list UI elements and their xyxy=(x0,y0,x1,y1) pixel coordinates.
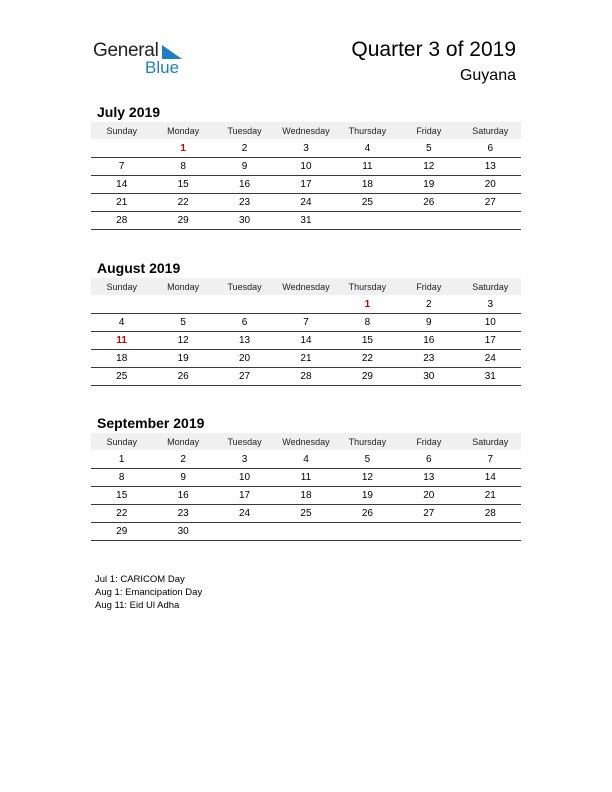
day-cell: 27 xyxy=(460,194,521,212)
holiday-note: Jul 1: CARICOM Day xyxy=(95,574,185,585)
day-cell: 15 xyxy=(152,176,213,194)
day-cell: 11 xyxy=(275,469,336,487)
weekday-header: Friday xyxy=(398,122,459,139)
day-cell: 23 xyxy=(398,350,459,368)
week-row xyxy=(91,332,521,350)
day-cell: 6 xyxy=(398,450,459,469)
month-title: August 2019 xyxy=(97,260,181,276)
day-cell: 10 xyxy=(460,314,521,332)
day-cell: 24 xyxy=(460,350,521,368)
weekday-header: Tuesday xyxy=(214,433,275,450)
weekday-header-row xyxy=(91,433,521,450)
day-cell: 20 xyxy=(214,350,275,368)
day-cell: 17 xyxy=(460,332,521,350)
day-cell: 22 xyxy=(152,194,213,212)
day-cell: 26 xyxy=(337,505,398,523)
empty-day-cell xyxy=(91,139,152,158)
weekday-header-row xyxy=(91,122,521,139)
day-cell: 3 xyxy=(275,139,336,158)
day-cell: 30 xyxy=(398,368,459,386)
day-cell: 19 xyxy=(337,487,398,505)
day-cell: 5 xyxy=(337,450,398,469)
empty-day-cell xyxy=(214,523,275,541)
day-cell: 19 xyxy=(398,176,459,194)
weekday-header: Wednesday xyxy=(275,122,336,139)
weekday-header: Friday xyxy=(398,278,459,295)
day-cell: 21 xyxy=(275,350,336,368)
calendar-table xyxy=(91,122,521,230)
day-cell: 26 xyxy=(152,368,213,386)
weekday-header: Saturday xyxy=(460,278,521,295)
day-cell: 22 xyxy=(337,350,398,368)
weekday-header: Thursday xyxy=(337,278,398,295)
day-cell: 20 xyxy=(460,176,521,194)
day-cell: 4 xyxy=(275,450,336,469)
calendar-body xyxy=(91,295,521,386)
day-cell: 24 xyxy=(214,505,275,523)
day-cell: 30 xyxy=(152,523,213,541)
day-cell: 8 xyxy=(152,158,213,176)
weekday-header: Tuesday xyxy=(214,122,275,139)
week-row xyxy=(91,139,521,158)
day-cell: 9 xyxy=(398,314,459,332)
day-cell: 12 xyxy=(398,158,459,176)
weekday-header: Wednesday xyxy=(275,433,336,450)
week-row xyxy=(91,523,521,541)
weekday-header-row xyxy=(91,278,521,295)
month-september xyxy=(91,413,521,541)
month-august xyxy=(91,258,521,386)
week-row xyxy=(91,505,521,523)
day-cell: 3 xyxy=(214,450,275,469)
weekday-header: Thursday xyxy=(337,122,398,139)
day-cell: 18 xyxy=(91,350,152,368)
day-cell: 3 xyxy=(460,295,521,314)
week-row xyxy=(91,212,521,230)
logo xyxy=(93,40,193,80)
calendar-body xyxy=(91,139,521,230)
week-row xyxy=(91,295,521,314)
day-cell: 1 xyxy=(152,139,213,158)
day-cell: 21 xyxy=(460,487,521,505)
day-cell: 8 xyxy=(91,469,152,487)
week-row xyxy=(91,176,521,194)
month-july xyxy=(91,102,521,230)
day-cell: 16 xyxy=(214,176,275,194)
day-cell: 27 xyxy=(214,368,275,386)
weekday-header: Saturday xyxy=(460,122,521,139)
day-cell: 15 xyxy=(91,487,152,505)
weekday-header: Monday xyxy=(152,278,213,295)
empty-day-cell xyxy=(152,295,213,314)
empty-day-cell xyxy=(214,295,275,314)
logo-general-text: General xyxy=(93,40,159,61)
day-cell: 25 xyxy=(275,505,336,523)
day-cell: 14 xyxy=(275,332,336,350)
day-cell: 31 xyxy=(460,368,521,386)
day-cell: 8 xyxy=(337,314,398,332)
day-cell: 15 xyxy=(337,332,398,350)
week-row xyxy=(91,487,521,505)
day-cell: 7 xyxy=(275,314,336,332)
day-cell: 28 xyxy=(275,368,336,386)
day-cell: 1 xyxy=(91,450,152,469)
day-cell: 4 xyxy=(337,139,398,158)
empty-day-cell xyxy=(460,523,521,541)
day-cell: 17 xyxy=(275,176,336,194)
day-cell: 13 xyxy=(214,332,275,350)
country-name: Guyana xyxy=(459,67,516,84)
day-cell: 28 xyxy=(460,505,521,523)
calendar-table xyxy=(91,278,521,386)
empty-day-cell xyxy=(91,295,152,314)
day-cell: 25 xyxy=(91,368,152,386)
day-cell: 26 xyxy=(398,194,459,212)
month-title: July 2019 xyxy=(97,104,161,120)
weekday-header: Tuesday xyxy=(214,278,275,295)
week-row xyxy=(91,314,521,332)
day-cell: 29 xyxy=(152,212,213,230)
day-cell: 12 xyxy=(337,469,398,487)
day-cell: 11 xyxy=(91,332,152,350)
day-cell: 5 xyxy=(398,139,459,158)
weekday-header: Sunday xyxy=(91,433,152,450)
holiday-notes xyxy=(95,573,202,612)
week-row xyxy=(91,194,521,212)
day-cell: 23 xyxy=(214,194,275,212)
day-cell: 2 xyxy=(152,450,213,469)
day-cell: 14 xyxy=(91,176,152,194)
holiday-note: Aug 11: Eid Ul Adha xyxy=(95,600,180,611)
day-cell: 28 xyxy=(91,212,152,230)
week-row xyxy=(91,350,521,368)
logo-blue-text: Blue xyxy=(145,58,180,77)
day-cell: 19 xyxy=(152,350,213,368)
day-cell: 9 xyxy=(214,158,275,176)
day-cell: 2 xyxy=(398,295,459,314)
calendar-table xyxy=(91,433,521,541)
day-cell: 12 xyxy=(152,332,213,350)
day-cell: 27 xyxy=(398,505,459,523)
empty-day-cell xyxy=(398,212,459,230)
day-cell: 21 xyxy=(91,194,152,212)
day-cell: 16 xyxy=(152,487,213,505)
day-cell: 13 xyxy=(398,469,459,487)
weekday-header: Monday xyxy=(152,122,213,139)
weekday-header: Sunday xyxy=(91,278,152,295)
day-cell: 10 xyxy=(214,469,275,487)
weekday-header: Saturday xyxy=(460,433,521,450)
empty-day-cell xyxy=(275,523,336,541)
empty-day-cell xyxy=(337,523,398,541)
day-cell: 18 xyxy=(275,487,336,505)
weekday-header: Thursday xyxy=(337,433,398,450)
day-cell: 10 xyxy=(275,158,336,176)
weekday-header: Monday xyxy=(152,433,213,450)
day-cell: 7 xyxy=(91,158,152,176)
day-cell: 14 xyxy=(460,469,521,487)
empty-day-cell xyxy=(275,295,336,314)
logo-triangle-icon xyxy=(162,45,182,59)
day-cell: 2 xyxy=(214,139,275,158)
week-row xyxy=(91,368,521,386)
day-cell: 23 xyxy=(152,505,213,523)
week-row xyxy=(91,158,521,176)
day-cell: 29 xyxy=(91,523,152,541)
weekday-header: Sunday xyxy=(91,122,152,139)
empty-day-cell xyxy=(398,523,459,541)
calendar-body xyxy=(91,450,521,541)
page-title: Quarter 3 of 2019 xyxy=(351,38,516,61)
day-cell: 20 xyxy=(398,487,459,505)
day-cell: 13 xyxy=(460,158,521,176)
day-cell: 6 xyxy=(214,314,275,332)
day-cell: 25 xyxy=(337,194,398,212)
weekday-header: Friday xyxy=(398,433,459,450)
day-cell: 5 xyxy=(152,314,213,332)
day-cell: 16 xyxy=(398,332,459,350)
day-cell: 4 xyxy=(91,314,152,332)
month-title: September 2019 xyxy=(97,415,205,431)
empty-day-cell xyxy=(337,212,398,230)
week-row xyxy=(91,469,521,487)
day-cell: 17 xyxy=(214,487,275,505)
empty-day-cell xyxy=(460,212,521,230)
week-row xyxy=(91,450,521,469)
day-cell: 18 xyxy=(337,176,398,194)
day-cell: 7 xyxy=(460,450,521,469)
day-cell: 11 xyxy=(337,158,398,176)
day-cell: 24 xyxy=(275,194,336,212)
day-cell: 31 xyxy=(275,212,336,230)
day-cell: 1 xyxy=(337,295,398,314)
day-cell: 6 xyxy=(460,139,521,158)
day-cell: 29 xyxy=(337,368,398,386)
day-cell: 9 xyxy=(152,469,213,487)
weekday-header: Wednesday xyxy=(275,278,336,295)
day-cell: 30 xyxy=(214,212,275,230)
day-cell: 22 xyxy=(91,505,152,523)
holiday-note: Aug 1: Emancipation Day xyxy=(95,587,203,598)
